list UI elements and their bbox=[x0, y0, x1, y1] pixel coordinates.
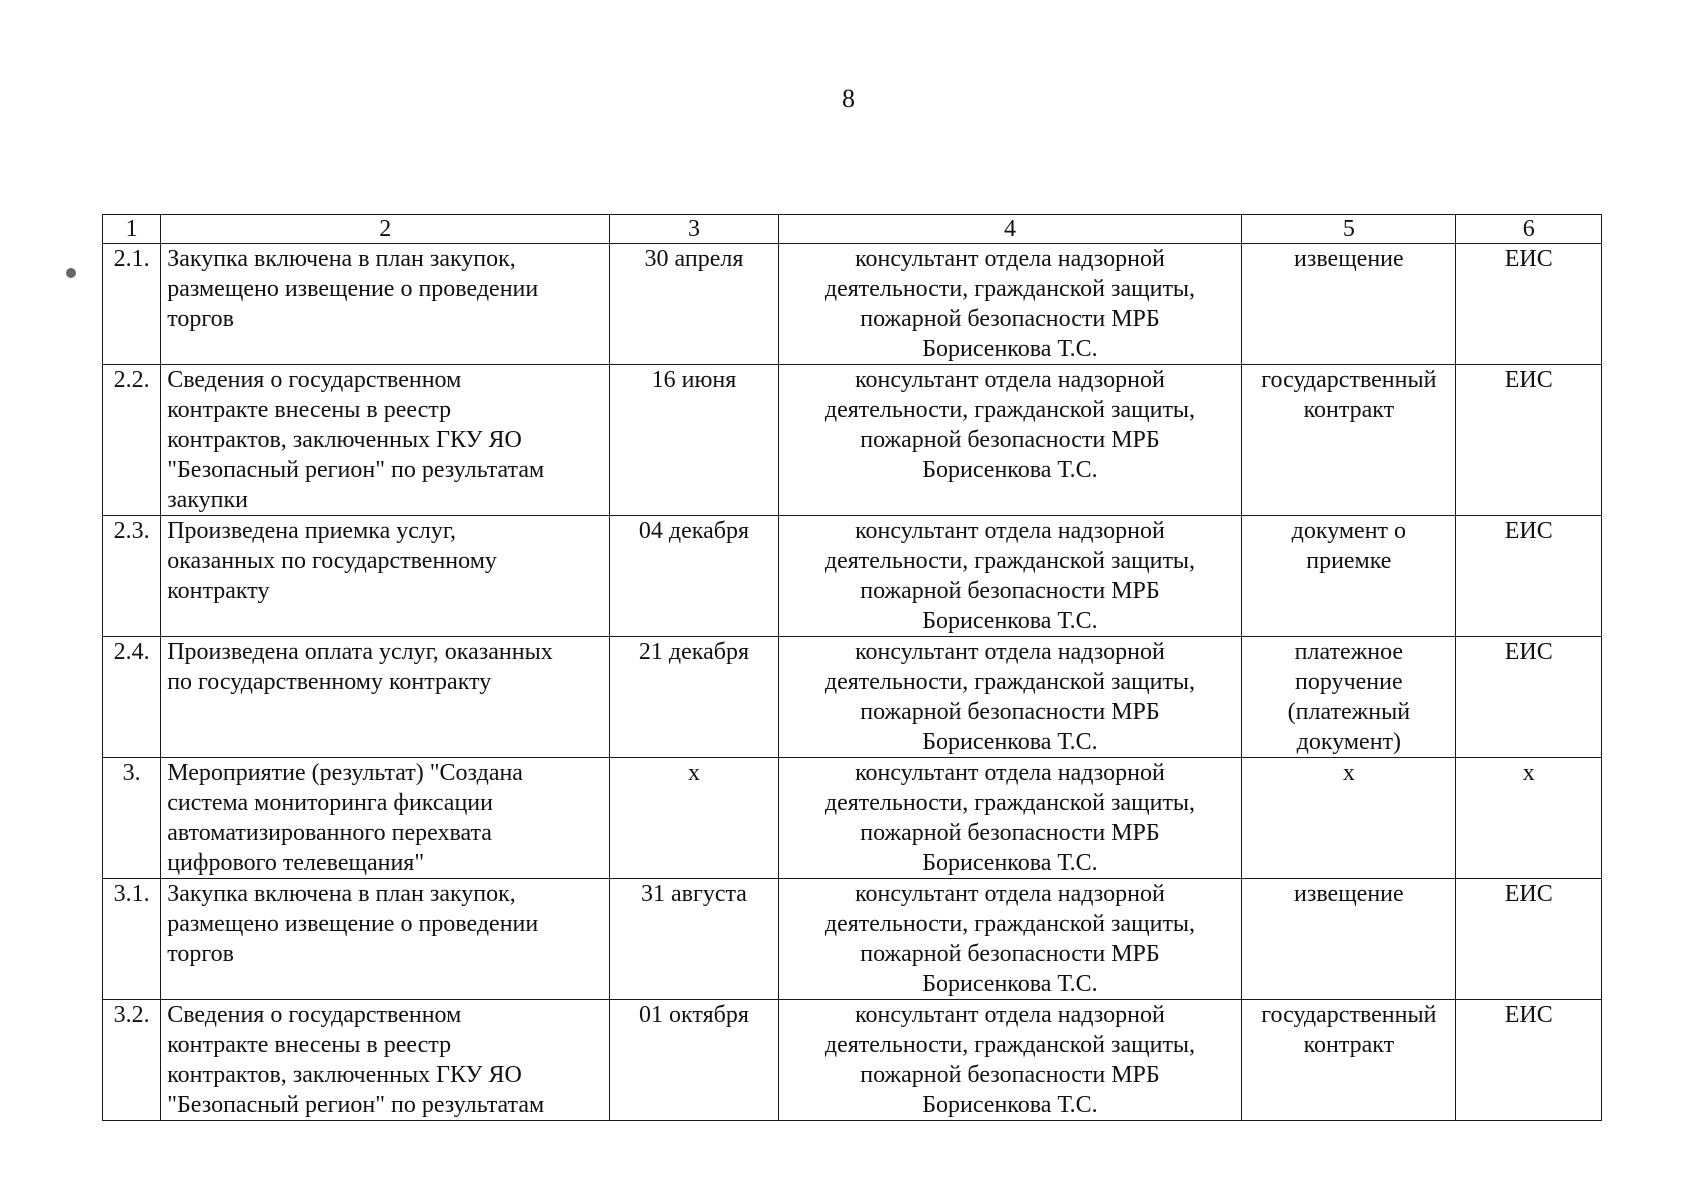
column-header-4: 4 bbox=[778, 215, 1242, 244]
row-responsible: консультант отдела надзорной деятельности, гражданской защиты, пожарной безопасности МРБ Борисенкова Т.С. bbox=[778, 879, 1242, 1000]
row-date: 01 октября bbox=[610, 1000, 778, 1121]
row-number: 3.2. bbox=[103, 1000, 161, 1121]
row-source: ЕИС bbox=[1456, 244, 1602, 365]
table-row bbox=[103, 244, 1602, 365]
table-row bbox=[103, 758, 1602, 879]
row-document: x bbox=[1242, 758, 1456, 879]
row-number: 2.1. bbox=[103, 244, 161, 365]
row-description: Мероприятие (результат) "Создана система мониторинга фиксации автоматизированного перехвата цифрового телевещания" bbox=[161, 758, 610, 879]
row-responsible: консультант отдела надзорной деятельности, гражданской защиты, пожарной безопасности МРБ Борисенкова Т.С. bbox=[778, 1000, 1242, 1121]
row-date: x bbox=[610, 758, 778, 879]
row-description: Произведена приемка услуг, оказанных по государственному контракту bbox=[161, 516, 610, 637]
row-description: Сведения о государственном контракте внесены в реестр контрактов, заключенных ГКУ ЯО "Безопасный регион" по результатам закупки bbox=[161, 365, 610, 516]
row-source: ЕИС bbox=[1456, 879, 1602, 1000]
row-source: ЕИС bbox=[1456, 516, 1602, 637]
row-document: извещение bbox=[1242, 244, 1456, 365]
column-header-6: 6 bbox=[1456, 215, 1602, 244]
table-row bbox=[103, 516, 1602, 637]
row-responsible: консультант отдела надзорной деятельности, гражданской защиты, пожарной безопасности МРБ Борисенкова Т.С. bbox=[778, 365, 1242, 516]
row-number: 2.4. bbox=[103, 637, 161, 758]
row-document: государственный контракт bbox=[1242, 365, 1456, 516]
row-number: 3.1. bbox=[103, 879, 161, 1000]
page-number: 8 bbox=[842, 84, 855, 113]
row-document: платежное поручение (платежный документ) bbox=[1242, 637, 1456, 758]
row-source: x bbox=[1456, 758, 1602, 879]
row-date: 31 августа bbox=[610, 879, 778, 1000]
scan-speck bbox=[66, 268, 76, 278]
table-row bbox=[103, 879, 1602, 1000]
row-responsible: консультант отдела надзорной деятельности, гражданской защиты, пожарной безопасности МРБ Борисенкова Т.С. bbox=[778, 516, 1242, 637]
row-source: ЕИС bbox=[1456, 1000, 1602, 1121]
row-date: 21 декабря bbox=[610, 637, 778, 758]
row-source: ЕИС bbox=[1456, 637, 1602, 758]
row-document: извещение bbox=[1242, 879, 1456, 1000]
row-date: 16 июня bbox=[610, 365, 778, 516]
row-number: 3. bbox=[103, 758, 161, 879]
column-header-5: 5 bbox=[1242, 215, 1456, 244]
row-description: Закупка включена в план закупок, размещено извещение о проведении торгов bbox=[161, 244, 610, 365]
row-number: 2.3. bbox=[103, 516, 161, 637]
column-header-3: 3 bbox=[610, 215, 778, 244]
row-responsible: консультант отдела надзорной деятельности, гражданской защиты, пожарной безопасности МРБ Борисенкова Т.С. bbox=[778, 244, 1242, 365]
row-date: 30 апреля bbox=[610, 244, 778, 365]
row-responsible: консультант отдела надзорной деятельности, гражданской защиты, пожарной безопасности МРБ Борисенкова Т.С. bbox=[778, 637, 1242, 758]
table-row bbox=[103, 365, 1602, 516]
row-responsible: консультант отдела надзорной деятельности, гражданской защиты, пожарной безопасности МРБ Борисенкова Т.С. bbox=[778, 758, 1242, 879]
row-document: государственный контракт bbox=[1242, 1000, 1456, 1121]
row-description: Произведена оплата услуг, оказанных по государственному контракту bbox=[161, 637, 610, 758]
table-row bbox=[103, 1000, 1602, 1121]
table-row bbox=[103, 637, 1602, 758]
row-date: 04 декабря bbox=[610, 516, 778, 637]
row-description: Сведения о государственном контракте внесены в реестр контрактов, заключенных ГКУ ЯО "Безопасный регион" по результатам bbox=[161, 1000, 610, 1121]
table-header-row bbox=[103, 215, 1602, 244]
column-header-1: 1 bbox=[103, 215, 161, 244]
column-header-2: 2 bbox=[161, 215, 610, 244]
row-number: 2.2. bbox=[103, 365, 161, 516]
measures-table bbox=[102, 214, 1602, 1121]
row-document: документ о приемке bbox=[1242, 516, 1456, 637]
row-source: ЕИС bbox=[1456, 365, 1602, 516]
row-description: Закупка включена в план закупок, размещено извещение о проведении торгов bbox=[161, 879, 610, 1000]
